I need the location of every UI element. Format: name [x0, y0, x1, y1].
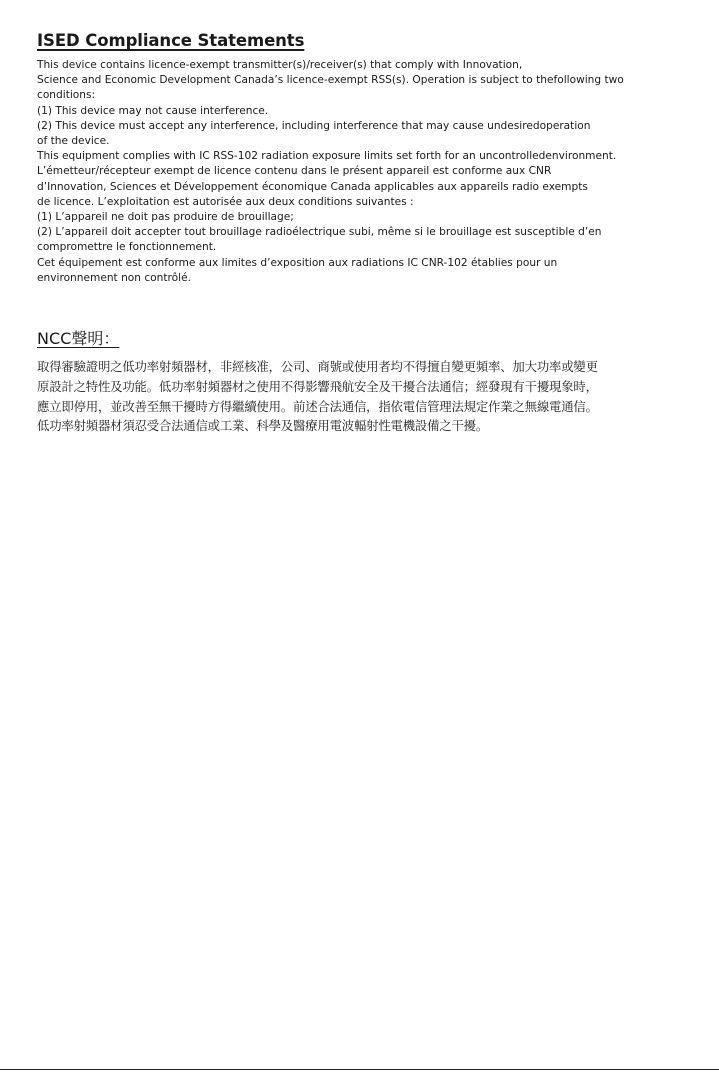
ised-line: (1) L’appareil ne doit pas produire de brouillage; — [37, 211, 294, 224]
ncc-line: 應立即停用，並改善至無干擾時方得繼續使用。前述合法通信，指依電信管理法規定作業之無線電通信。 — [37, 398, 598, 414]
ised-line: compromettre le fonctionnement. — [37, 241, 217, 254]
ised-line: de licence. L’exploitation est autorisée aux deux conditions suivantes : — [37, 195, 414, 208]
ised-line: conditions: — [37, 89, 96, 102]
ised-line: (1) This device may not cause interference. — [37, 104, 269, 117]
ised-line: This device contains licence-exempt transmitter(s)/receiver(s) that comply with Innovation, — [37, 59, 523, 71]
ised-line: Cet équipement est conforme aux limites d’exposition aux radiations IC CNR-102 établies pour un — [37, 256, 558, 269]
ised-line: of the device. — [37, 135, 110, 148]
ncc-line: 低功率射頻器材須忍受合法通信或工業、科學及醫療用電波輻射性電機設備之干擾。 — [37, 418, 489, 434]
ised-line: environnement non contrôlé. — [37, 271, 191, 284]
ncc-section-title: NCC聲明： — [37, 329, 120, 348]
ised-line: Science and Economic Development Canada’s licence-exempt RSS(s). Operation is subject to thefollowing two — [37, 74, 624, 87]
page-bottom-divider — [0, 1069, 719, 1070]
ised-statement-body — [37, 58, 677, 286]
ncc-line: 原設計之特性及功能。低功率射頻器材之使用不得影響飛航安全及干擾合法通信；經發現有干擾現象時， — [37, 378, 598, 394]
ised-section-title: ISED Compliance Statements — [37, 31, 305, 50]
ised-line: (2) L’appareil doit accepter tout brouillage radioélectrique subi, même si le brouillage est susceptible d’en — [37, 226, 602, 239]
ised-line: d’Innovation, Sciences et Développement économique Canada applicables aux appareils radio exempts — [37, 180, 588, 193]
ised-line: (2) This device must accept any interference, including interference that may cause undesiredoperation — [37, 119, 591, 132]
ncc-statement-body — [37, 357, 677, 436]
ised-line: L’émetteur/récepteur exempt de licence contenu dans le présent appareil est conforme aux CNR — [37, 165, 552, 178]
ncc-line: 取得審驗證明之低功率射頻器材，非經核准，公司、商號或使用者均不得擅自變更頻率、加大功率或變更 — [37, 359, 598, 374]
ised-line: This equipment complies with IC RSS-102 radiation exposure limits set forth for an uncontrolledenvironment. — [37, 150, 617, 163]
